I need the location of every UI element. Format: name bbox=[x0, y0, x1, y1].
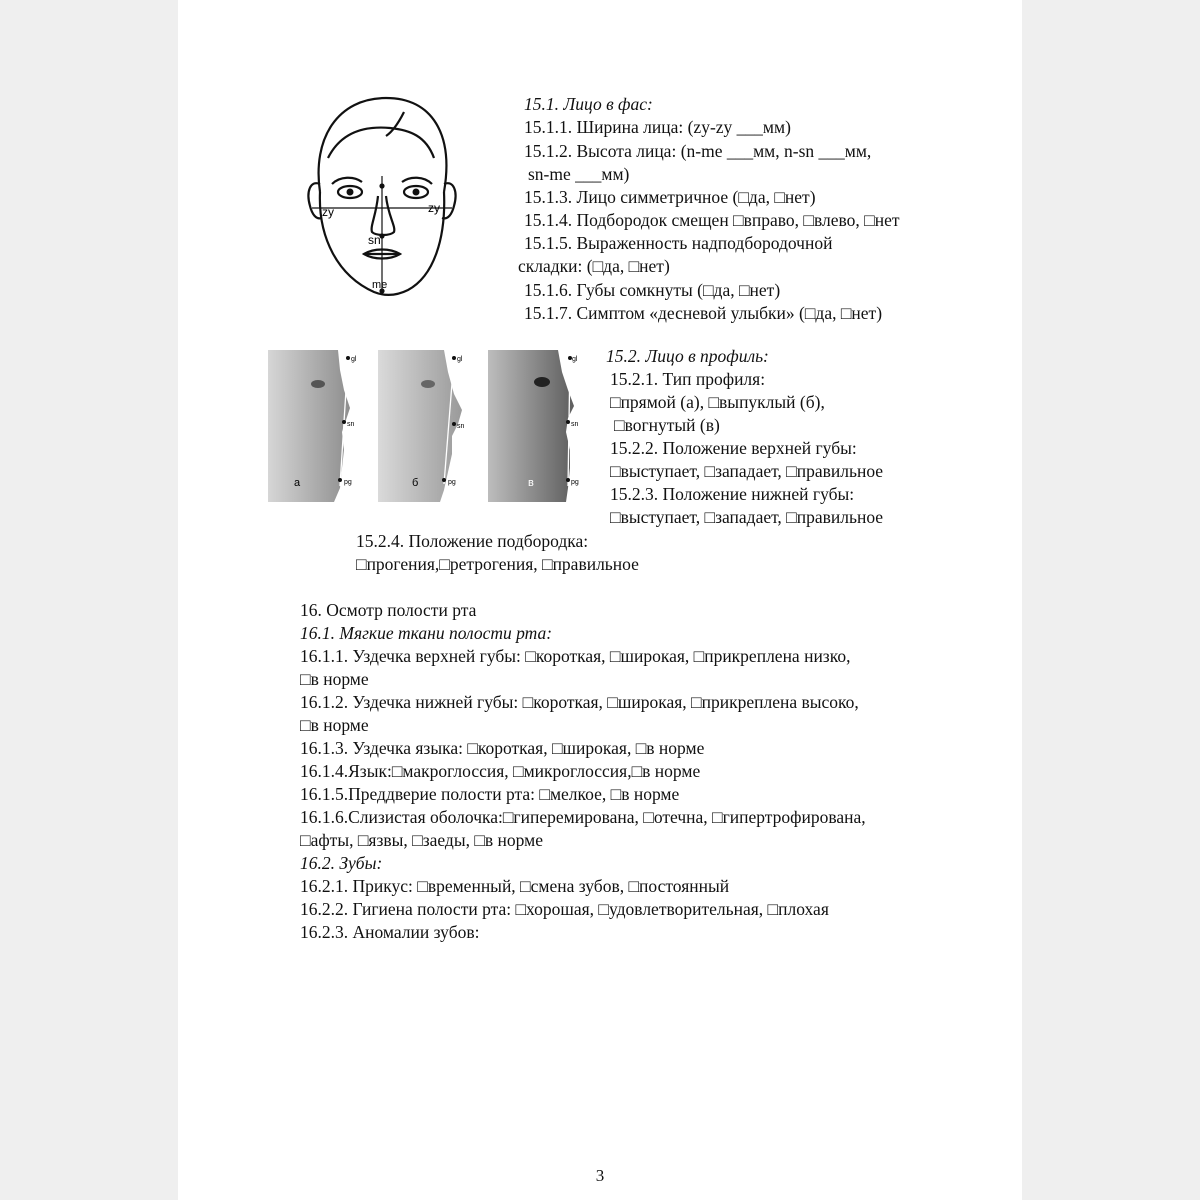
line-16-1-5: 16.1.5.Преддверие полости рта: □мелкое, □в норме bbox=[300, 784, 680, 804]
line-16-1-2-cont: □в норме bbox=[300, 715, 369, 735]
line-15-1-5-cont: складки: (□да, □нет) bbox=[518, 256, 670, 276]
line-16-1-1: 16.1.1. Уздечка верхней губы: □короткая, □широкая, □прикреплена низко, bbox=[300, 646, 851, 666]
line-15-2-2-options: □выступает, □западает, □правильное bbox=[610, 461, 884, 481]
label-me: me bbox=[372, 279, 388, 291]
section-16-heading: 16. Осмотр полости рта bbox=[300, 600, 477, 620]
label-sn: sn bbox=[368, 233, 381, 247]
line-16-2-2: 16.2.2. Гигиена полости рта: □хорошая, □удовлетворительная, □плохая bbox=[300, 899, 829, 919]
point-label-mid: sn bbox=[347, 421, 355, 428]
profile-figure-a bbox=[268, 350, 358, 502]
frontal-face-figure bbox=[298, 88, 466, 300]
line-16-1-6-cont: □афты, □язвы, □заеды, □в норме bbox=[300, 830, 543, 850]
line-15-2-1: 15.2.1. Тип профиля: bbox=[610, 369, 766, 389]
line-16-1-4: 16.1.4.Язык:□макроглоссия, □микроглоссия,□в норме bbox=[300, 761, 701, 781]
line-15-2-3: 15.2.3. Положение нижней губы: bbox=[610, 484, 855, 504]
line-15-1-4: 15.1.4. Подбородок смещен □вправо, □влево, □нет bbox=[524, 210, 900, 230]
line-15-1-2-cont: sn-me ___мм) bbox=[528, 164, 630, 184]
label-zy-right: zy bbox=[428, 201, 440, 215]
section-16-2-heading: 16.2. Зубы: bbox=[300, 853, 383, 873]
profile-label-b: б bbox=[412, 477, 419, 489]
line-15-2-1-options-cont: □вогнутый (в) bbox=[614, 415, 720, 435]
point-label-top: gl bbox=[572, 356, 578, 363]
profile-label-a: а bbox=[294, 477, 301, 489]
line-15-1-2: 15.1.2. Высота лица: (n-me ___мм, n-sn ___мм, bbox=[524, 141, 872, 161]
line-15-1-7: 15.1.7. Симптом «десневой улыбки» (□да, □нет) bbox=[524, 303, 883, 323]
line-16-2-3: 16.2.3. Аномалии зубов: bbox=[300, 922, 480, 942]
point-label-mid: sn bbox=[571, 421, 579, 428]
line-15-2-1-options: □прямой (а), □выпуклый (б), bbox=[610, 392, 825, 412]
point-label-top: gl bbox=[457, 356, 463, 363]
profile-label-c: в bbox=[528, 477, 534, 489]
section-15-2-heading: 15.2. Лицо в профиль: bbox=[606, 346, 769, 366]
line-16-1-1-cont: □в норме bbox=[300, 669, 369, 689]
profile-figure-c bbox=[488, 350, 578, 502]
line-15-2-3-options: □выступает, □западает, □правильное bbox=[610, 507, 884, 527]
line-15-1-6: 15.1.6. Губы сомкнуты (□да, □нет) bbox=[524, 280, 781, 300]
line-15-2-4-options: □прогения,□ретрогения, □правильное bbox=[356, 554, 639, 574]
line-16-1-2: 16.1.2. Уздечка нижней губы: □короткая, □широкая, □прикреплена высоко, bbox=[300, 692, 859, 712]
section-15-1-heading: 15.1. Лицо в фас: bbox=[524, 94, 653, 114]
line-15-1-3: 15.1.3. Лицо симметричное (□да, □нет) bbox=[524, 187, 816, 207]
line-16-1-6: 16.1.6.Слизистая оболочка:□гиперемирована, □отечна, □гипертрофирована, bbox=[300, 807, 866, 827]
point-label-mid: sn bbox=[457, 423, 465, 430]
point-label-bottom: pg bbox=[571, 479, 579, 486]
label-zy-left: zy bbox=[322, 205, 334, 219]
point-label-bottom: pg bbox=[448, 479, 456, 486]
document-page bbox=[178, 0, 1022, 1200]
point-label-bottom: pg bbox=[344, 479, 352, 486]
section-16-1-heading: 16.1. Мягкие ткани полости рта: bbox=[300, 623, 553, 643]
profile-figure-b bbox=[378, 350, 468, 502]
line-15-1-5: 15.1.5. Выраженность надподбородочной bbox=[524, 233, 833, 253]
line-15-2-2: 15.2.2. Положение верхней губы: bbox=[610, 438, 857, 458]
point-label-top: gl bbox=[351, 356, 357, 363]
line-15-1-1: 15.1.1. Ширина лица: (zy-zy ___мм) bbox=[524, 117, 791, 137]
line-16-2-1: 16.2.1. Прикус: □временный, □смена зубов, □постоянный bbox=[300, 876, 730, 896]
line-16-1-3: 16.1.3. Уздечка языка: □короткая, □широкая, □в норме bbox=[300, 738, 705, 758]
line-15-2-4: 15.2.4. Положение подбородка: bbox=[356, 531, 589, 551]
page-number: 3 bbox=[595, 1166, 605, 1185]
